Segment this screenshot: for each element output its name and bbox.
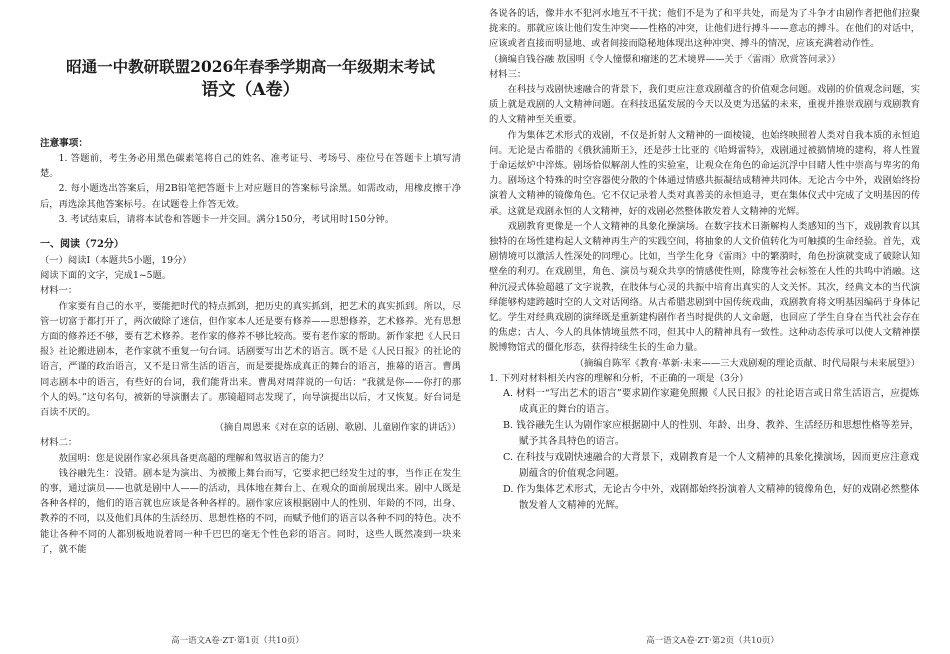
question-1-option-d: D. 作为集体艺术形式，无论古今中外，戏剧都始终扮演着人文精神的镜像角色，好的戏剧必然整体散发着人文精神的光辉。: [503, 484, 920, 512]
material-3-paragraph: 作为集体艺术形式的戏剧，不仅是折射人文精神的一面棱镜，也始终映照着人类对自我本质的永恒追问。无论是古希腊的《俄狄浦斯王》，还是莎士比亚的《哈姆雷特》，戏剧通过被搞情境的建构，将人性置于命运炫炉中淬炼。剧场恰似解剖人性的实验室，让观众在角色的命运沉浮中目睹人性中崇高与卑劣的角力。剧场这个特殊的时空容器使分散的个体通过情感共振凝结成精神共同体。无论古今中外，戏剧始终扮演着人文精神的镜像角色。它不仅记录着人类对真善美的永恒追寻，更在集体仪式中完成了文明基因的传承。这就是戏剧永恒的人文精神，好的戏剧必然整体散发着人文精神的光辉。: [489, 129, 920, 217]
notice-item: 1. 答题前，考生务必用黑色碳素笔将自己的姓名、准考证号、考场号、座位号在答题卡上填写清楚。: [40, 153, 461, 180]
material-3-label: 材料三：: [489, 68, 527, 80]
material-2-answer: 钱谷融先生：没错。剧本是为演出、为被搬上舞台而写，它要求把已经发生过的事，当作正在发生的事，通过演员——也就是剧中人——的活动，具体地在舞台上、在观众的面前展现出来。剧中人既是各种各样的，他们的语言就也应该是各种各样的。剧作家应该根据剧中人的性别、年龄的不同，出身、教养的不同，以及他们具体的生活经历、思想性格的不同，而赋予他们的语言以各种不同的特色。决不能让各种不同的人都别板地说着同一种千巴巴的毫无个性色彩的语言。同时，这些人既然凑到一块来了，就不能: [40, 467, 461, 555]
notice-heading: 注意事项：: [40, 138, 88, 149]
reading-instruction: 阅读下面的文字，完成1~5题。: [40, 270, 172, 282]
notice-item: 3. 考试结束后，请将本试卷和答题卡一并交回。满分150分，考试用时150分钟。: [58, 213, 395, 225]
question-1-option-a: A. 材料一“写出艺术的语言”要求剧作家避免照搬《人民日报》的社论语言或日常生活语言，应提炼成真正的舞台的语言。: [503, 388, 920, 416]
question-1-option-b: B. 钱谷融先生认为剧作家应根据剧中人的性别、年龄、出身、教养、生活经历和思想性格等差异，赋予其各具特色的语言。: [503, 420, 920, 448]
material-3-paragraph: 戏剧教育更像是一个人文精神的具象化操演场。在数字技术日渐解构人类感知的当下，戏剧教育以其独特的在场性建构起人文精神再生产的实践空间，将抽象的人文价值转化为可触摸的生命经验。首先，戏剧情境可以激活人性深处的同理心。比如，当学生化身《雷雨》中的繁漪时，角色扮演就变成了破除认知壁垒的利刃。在戏剧里，角色、演员与观众共享的情感使性则，除蔑等社会标签在人性的共鸣中消融。这种沉浸式体验超越了文字说教，在肢体与心灵的共振中培育出真实的人文关怀。其次，经典文本的当代演绎能够构建跨越时空的人文对话网络。从古希腊悲剧到中国传统戏曲，戏剧教育将文明基因编码于身体记忆。学生对经典戏剧的演绎既是重新建构剧作者当时提供的人文命题，也回应了学生自身在当代社会存在的焦虑；古人、今人的具体情境虽然不同，但其中人的精神具有一致性。这种动态传承可以使人文精神摆脱博物馆式的僵化形态，获得持续生长的生命力量。: [489, 220, 920, 354]
material-1-label: 材料一：: [40, 285, 78, 297]
page-right: [475, 0, 950, 654]
material-1-text: 作家要有自己的水平，要能把时代的特点抓到，把历史的真实抓到，把艺术的真实抓到。所以，尽管一切富于都打开了，两次破除了迷信，但作家本人还是要有修养——思想修养，艺术修养。光有思想方面的修养还不够，要有艺术修养。老作家的修养不够比较高。要有老作家的帮助。新作家把《人民日报》社论搬进剧本，老作家就不重复一句台词。话剧要写出艺术的语言。既不是《人民日报》的社论的语言，严谨的政治语言，又不是日常生活的语言，而是要提炼成真正的舞台的语言，推幕的语言。曹禺同志剧本中的语言，有些好的台词，我们能背出来。曹禺对周萍说的一句话：“我就是你——你打的那个人的妈。”这句名句，被新的导演删去了。那镜超同志发现了，向导演提出以后，才又恢复。好台词是百读不厌的。: [40, 300, 461, 419]
notice-item: 2. 每小题选出答案后，用2B铅笔把答题卡上对应题目的答案标号涂黑。如需改动，用橡皮擦干净后，再选涂其他答案标号。在试题卷上作答无效。: [40, 183, 461, 210]
material-1-source: （摘自周恩来《对在京的话剧、歌剧、儿童剧作家的讲话》）: [214, 422, 461, 434]
reading-section-heading: 一、阅读（72分）: [40, 239, 124, 251]
material-2-continued: 各说各的话，像井水不犯河水地互不干扰；他们不是为了和平共处，而是为了斗争才由剧作者把他们拉聚拢来的。那就应该让他们发生冲突——性格的冲突，让他们进行搏斗——意志的搏斗。在他们的对话中，应该或者直接而明显地、或者间接而隐秘地体现出这种冲突、搏斗的情况，应该充满着动作性。: [489, 8, 920, 50]
material-3-source: （摘编自陈军《教育·革新·未来——三大戏剧观的理论贡献、时代局限与未来展望》）: [574, 357, 920, 369]
exam-title: 昭通一中教研联盟2026年春季学期高一年级期末考试: [66, 57, 435, 76]
exam-subtitle: 语文（A卷）: [201, 80, 300, 100]
question-1-stem: 1. 下列对材料相关内容的理解和分析，不正确的一项是（3分）: [489, 372, 749, 384]
material-2-question: 敖国明：您是说剧作家必须具备更高超的理解和驾驭语言的能力？: [58, 452, 329, 464]
question-1-option-c: C. 在科技与戏剧快速融合的大背景下，戏剧教育是一个人文精神的具象化操演场，因而更应注意戏剧蕴含的价值观念问题。: [503, 452, 920, 480]
material-2-source: （摘编自钱谷融 敖国明《令人憧憬和瘤迷的艺术境界——关于〈雷雨〉欣赏答问录》）: [489, 53, 841, 65]
material-3-paragraph: 在科技与戏剧快速融合的背景下，我们更应注意戏剧蕴含的价值观念问题。戏剧的价值观念问题，实质上就是戏剧的人文精神问题。在科技迅猛发展的今天以及更为迅猛的未来，重视并推崇戏剧与戏剧教育的人文精神至关重要。: [489, 84, 920, 126]
material-2-label: 材料二：: [40, 437, 78, 449]
page-footer-left: 高一语文A卷·ZT·第1页（共10页）: [171, 636, 304, 646]
page-footer-right: 高一语文A卷·ZT·第2页（共10页）: [646, 636, 779, 646]
reading-part: （一）阅读Ⅰ（本题共5小题，19分）: [40, 255, 192, 267]
